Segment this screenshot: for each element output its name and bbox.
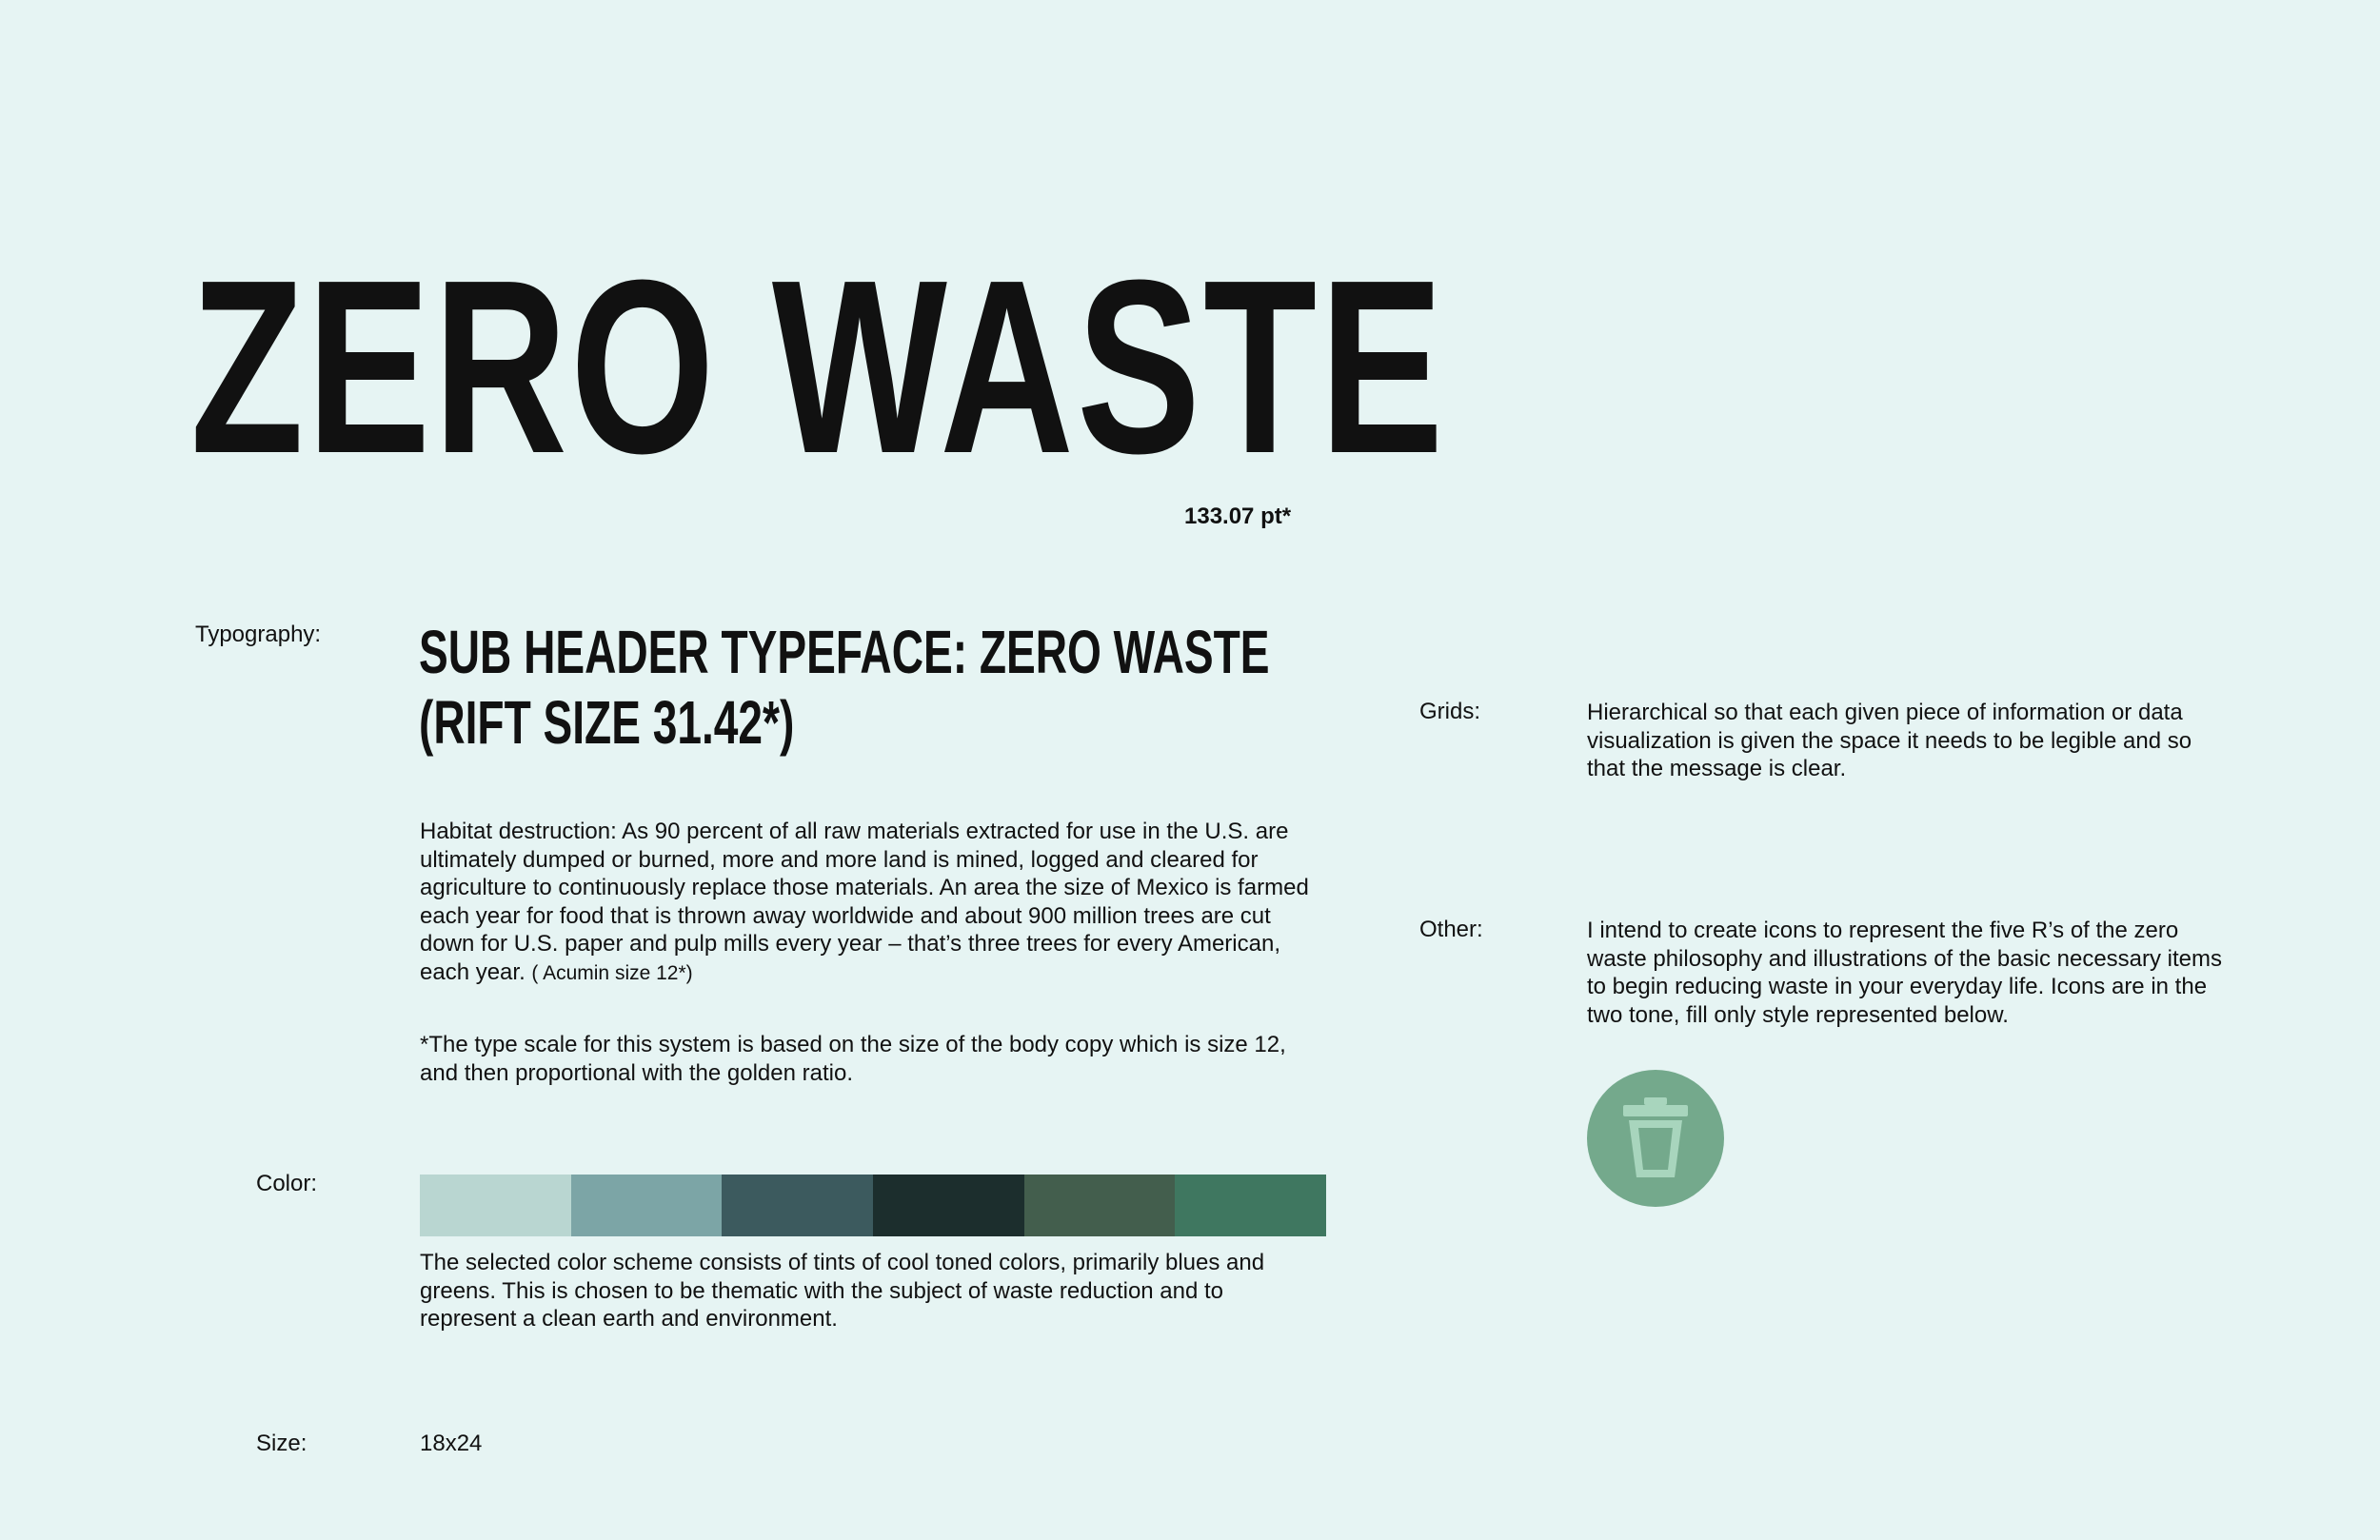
color-description: The selected color scheme consists of tints of cool toned colors, primarily blues and greens. This is chosen to be thematic with the subject of waste reduction and to represent a clean earth and environment. <box>420 1250 1265 1332</box>
size-value: 18x24 <box>420 1431 483 1456</box>
grids-text: Hierarchical so that each given piece of information or data visualization is given the space it needs to be legible and so that the message is clear. <box>1587 700 2192 781</box>
other-label: Other: <box>1419 917 1483 942</box>
subheader-line-2: (RIFT SIZE 31.42*) <box>419 688 795 757</box>
page-title: ZERO WASTE <box>190 229 1447 505</box>
body-size-note: ( Acumin size 12*) <box>531 961 693 984</box>
color-swatch-4 <box>873 1175 1024 1236</box>
color-swatch-5 <box>1024 1175 1176 1236</box>
trash-can-icon <box>1587 1070 1724 1207</box>
title-size-note: 133.07 pt* <box>1184 503 1292 529</box>
trash-can-glyph <box>1617 1096 1694 1181</box>
typography-label: Typography: <box>195 622 322 647</box>
body-copy-sample <box>420 818 1329 987</box>
color-swatch-1 <box>420 1175 571 1236</box>
body-text: Habitat destruction: As 90 percent of all raw materials extracted for use in the U.S. are ultimately dumped or burned, more and more land is mined, logged and cleared for agriculture to continuously replace those materials. An area the size of Mexico is farmed each year for food that is thrown away worldwide and about 900 million trees are cut down for U.S. paper and pulp mills every year – that’s three trees for every American, each year. <box>420 819 1309 985</box>
size-label: Size: <box>256 1431 307 1456</box>
color-swatch-3 <box>722 1175 873 1236</box>
color-swatch-6 <box>1175 1175 1326 1236</box>
other-text: I intend to create icons to represent the five R’s of the zero waste philosophy and illustrations of the basic necessary items to begin reducing waste in your everyday life. Icons are in the two tone, fill only style represented below. <box>1587 918 2223 1028</box>
subheader-sample <box>419 617 1270 758</box>
subheader-line-1: SUB HEADER TYPEFACE: ZERO WASTE <box>419 618 1270 686</box>
grids-label: Grids: <box>1419 699 1481 724</box>
color-label: Color: <box>256 1171 318 1196</box>
color-palette <box>420 1175 1326 1236</box>
color-swatch-2 <box>571 1175 723 1236</box>
type-scale-note: *The type scale for this system is based on the size of the body copy which is size 12, and then proportional with the golden ratio. <box>420 1032 1286 1086</box>
